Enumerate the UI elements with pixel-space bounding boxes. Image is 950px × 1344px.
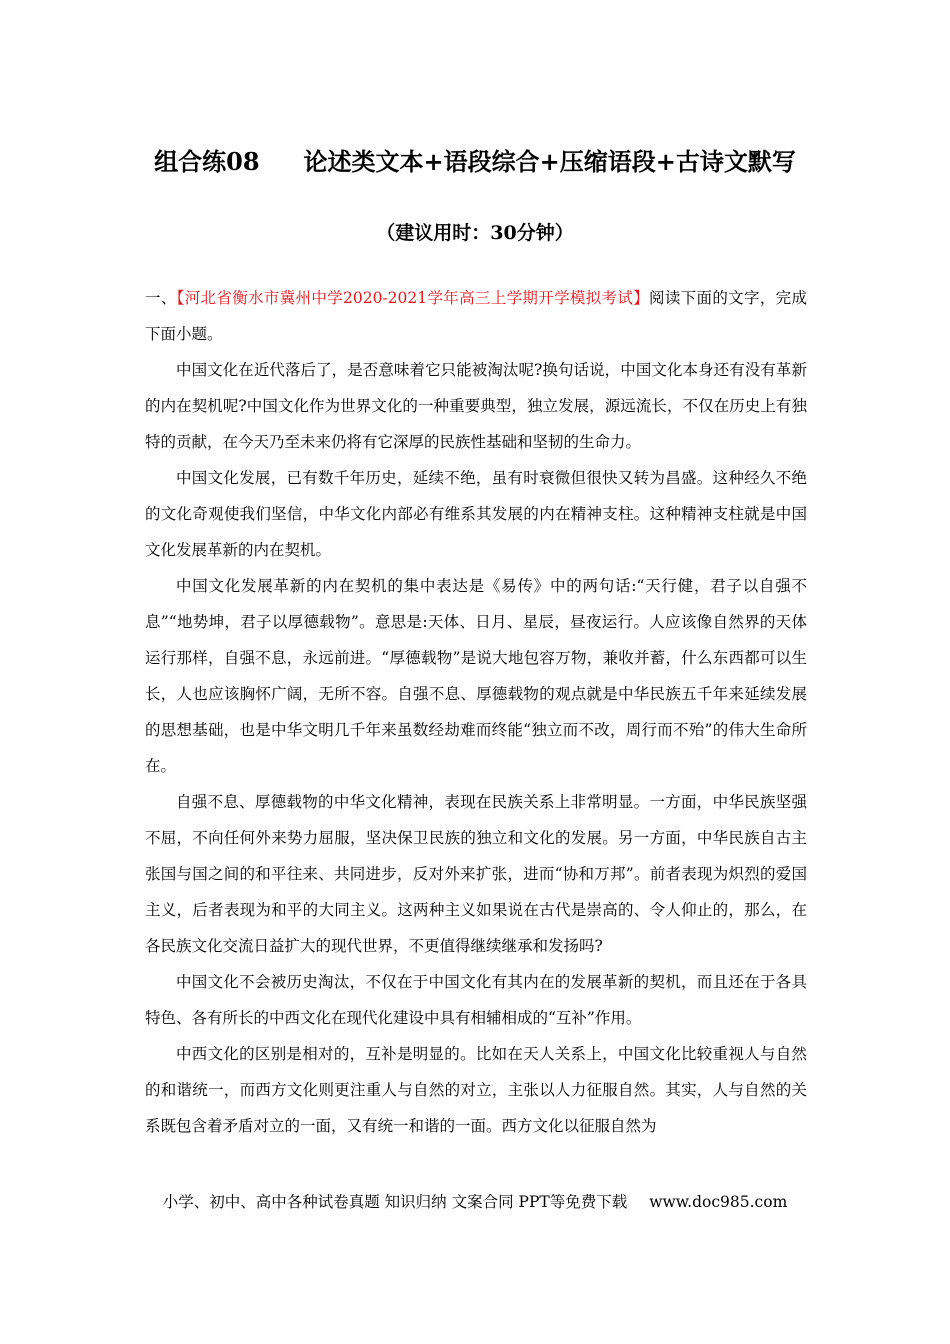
question-instruction: 阅读下面的文字，完成下面小题。 [145, 289, 807, 343]
page-title [0, 142, 950, 177]
page-footer [0, 1190, 950, 1212]
document-body [145, 280, 807, 1144]
footer-text: 小学、初中、高中各种试卷真题 知识归纳 文案合同 PPT等免费下载 [162, 1193, 628, 1211]
passage-paragraph-2: 中国文化发展，已有数千年历史，延续不绝，虽有时衰微但很快又转为昌盛。这种经久不绝的文化奇观使我们坚信，中华文化内部必有维系其发展的内在精神支柱。这种精神支柱就是中国文化发展革新的内在契机。 [145, 469, 807, 559]
passage-paragraph-6: 中西文化的区别是相对的，互补是明显的。比如在天人关系上，中国文化比较重视人与自然的和谐统一，而西方文化则更注重人与自然的对立，主张以人力征服自然。其实，人与自然的关系既包含着矛盾对立的一面，又有统一和谐的一面。西方文化以征服自然为 [145, 1045, 807, 1135]
footer-site-link[interactable]: www.doc985.com [649, 1193, 788, 1211]
passage-paragraph-1: 中国文化在近代落后了，是否意味着它只能被淘汰呢?换句话说，中国文化本身还有没有革新的内在契机呢?中国文化作为世界文化的一种重要典型，独立发展，源远流长，不仅在历史上有独特的贡献，在今天乃至未来仍将有它深厚的民族性基础和坚韧的生命力。 [145, 361, 807, 451]
question-number: 一、 [145, 289, 177, 307]
passage-paragraph-4: 自强不息、厚德载物的中华文化精神，表现在民族关系上非常明显。一方面，中华民族坚强不屈，不向任何外来势力屈服，坚决保卫民族的独立和文化的发展。另一方面，中华民族自古主张国与国之间的和平往来、共同进步，反对外来扩张，进而“协和万邦”。前者表现为炽烈的爱国主义，后者表现为和平的大同主义。这两种主义如果说在古代是崇高的、令人仰止的，那么，在各民族文化交流日益扩大的现代世界，不更值得继续继承和发扬吗? [145, 793, 807, 955]
question-heading [145, 280, 807, 352]
passage-paragraph-3: 中国文化发展革新的内在契机的集中表达是《易传》中的两句话:“天行健，君子以自强不息”“地势坤，君子以厚德载物”。意思是:天体、日月、星辰，昼夜运行。人应该像自然界的天体运行那样，自强不息，永远前进。“厚德载物”是说大地包容万物，兼收并蓄，什么东西都可以生长，人也应该胸怀广阔，无所不容。自强不息、厚德载物的观点就是中华民族五千年来延续发展的思想基础，也是中华文明几千年来虽数经劫难而终能“独立而不改，周行而不殆”的伟大生命所在。 [145, 577, 807, 775]
passage-paragraph-5: 中国文化不会被历史淘汰，不仅在于中国文化有其内在的发展革新的契机，而且还在于各具特色、各有所长的中西文化在现代化建设中具有相辅相成的“互补”作用。 [145, 973, 807, 1027]
title-part-1: 组合练08 [154, 147, 260, 176]
title-part-2: 论述类文本+语段综合+压缩语段+古诗文默写 [303, 147, 796, 176]
suggested-time: （建议用时：30分钟） [376, 222, 574, 244]
question-source: 【河北省衡水市冀州中学2020-2021学年高三上学期开学模拟考试】 [176, 289, 650, 307]
